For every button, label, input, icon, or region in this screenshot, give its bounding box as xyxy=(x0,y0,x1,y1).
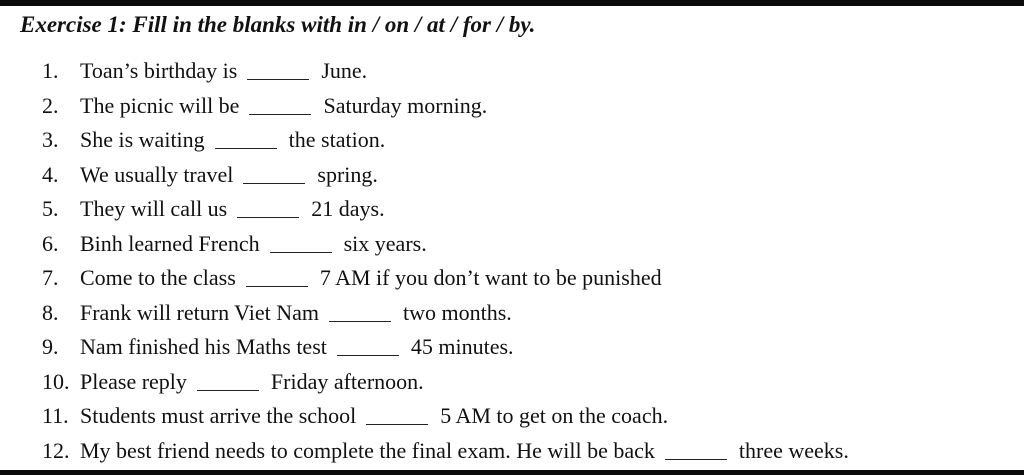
answer-blank[interactable] xyxy=(237,216,299,218)
answer-blank[interactable] xyxy=(246,285,308,287)
item-number: 10. xyxy=(42,368,70,394)
item-text-after: 7 AM if you don’t want to be punished xyxy=(319,265,662,291)
answer-blank[interactable] xyxy=(243,182,305,184)
answer-blank[interactable] xyxy=(329,320,391,322)
top-border xyxy=(0,0,1024,6)
exercise-item xyxy=(0,158,849,193)
answer-blank[interactable] xyxy=(665,458,727,460)
exercise-item xyxy=(0,261,849,296)
bottom-border xyxy=(0,470,1024,475)
item-text-after: six years. xyxy=(343,230,427,256)
item-number: 12. xyxy=(42,437,70,463)
item-number: 2. xyxy=(42,92,59,118)
answer-blank[interactable] xyxy=(249,113,311,115)
item-text-before: Frank will return Viet Nam xyxy=(80,299,320,325)
item-text-after: Saturday morning. xyxy=(323,92,488,118)
exercise-item xyxy=(0,434,849,469)
item-number: 1. xyxy=(42,58,59,84)
item-text-after: June. xyxy=(321,58,368,84)
item-number: 8. xyxy=(42,299,59,325)
exercise-item xyxy=(0,330,849,365)
item-text-before: Students must arrive the school xyxy=(80,403,357,429)
exercise-item xyxy=(0,89,849,124)
item-number: 6. xyxy=(42,230,59,256)
item-text-after: 21 days. xyxy=(311,196,385,222)
item-text-before: Come to the class xyxy=(80,265,236,291)
item-text-before: We usually travel xyxy=(80,161,234,187)
item-text-before: Binh learned French xyxy=(80,230,260,256)
answer-blank[interactable] xyxy=(197,389,259,391)
item-text-after: 5 AM to get on the coach. xyxy=(440,403,669,429)
exercise-item xyxy=(0,192,849,227)
exercise-item xyxy=(0,123,849,158)
exercise-list xyxy=(0,54,849,468)
item-text-before: The picnic will be xyxy=(80,92,240,118)
exercise-title: Exercise 1: Fill in the blanks with in / on / at / for / by. xyxy=(20,12,536,37)
item-text-before: She is waiting xyxy=(80,127,205,153)
exercise-item xyxy=(0,296,849,331)
exercise-item xyxy=(0,365,849,400)
item-number: 4. xyxy=(42,161,59,187)
item-text-before: Toan’s birthday is xyxy=(80,58,238,84)
exercise-item xyxy=(0,399,849,434)
item-text-before: They will call us xyxy=(80,196,228,222)
item-text-after: the station. xyxy=(288,127,386,153)
item-text-after: two months. xyxy=(403,299,512,325)
item-text-after: 45 minutes. xyxy=(410,334,514,360)
item-number: 9. xyxy=(42,334,59,360)
item-number: 5. xyxy=(42,196,59,222)
answer-blank[interactable] xyxy=(366,423,428,425)
item-number: 7. xyxy=(42,265,59,291)
item-text-before: My best friend needs to complete the final exam. He will be back xyxy=(80,437,655,463)
answer-blank[interactable] xyxy=(215,147,277,149)
item-text-before: Please reply xyxy=(80,368,187,394)
item-number: 3. xyxy=(42,127,59,153)
answer-blank[interactable] xyxy=(270,251,332,253)
exercise-item xyxy=(0,54,849,89)
item-text-after: Friday afternoon. xyxy=(270,368,424,394)
item-text-before: Nam finished his Maths test xyxy=(80,334,327,360)
item-text-after: spring. xyxy=(317,161,378,187)
answer-blank[interactable] xyxy=(337,354,399,356)
item-text-after: three weeks. xyxy=(738,437,849,463)
answer-blank[interactable] xyxy=(247,78,309,80)
exercise-item xyxy=(0,227,849,262)
item-number: 11. xyxy=(42,403,69,429)
